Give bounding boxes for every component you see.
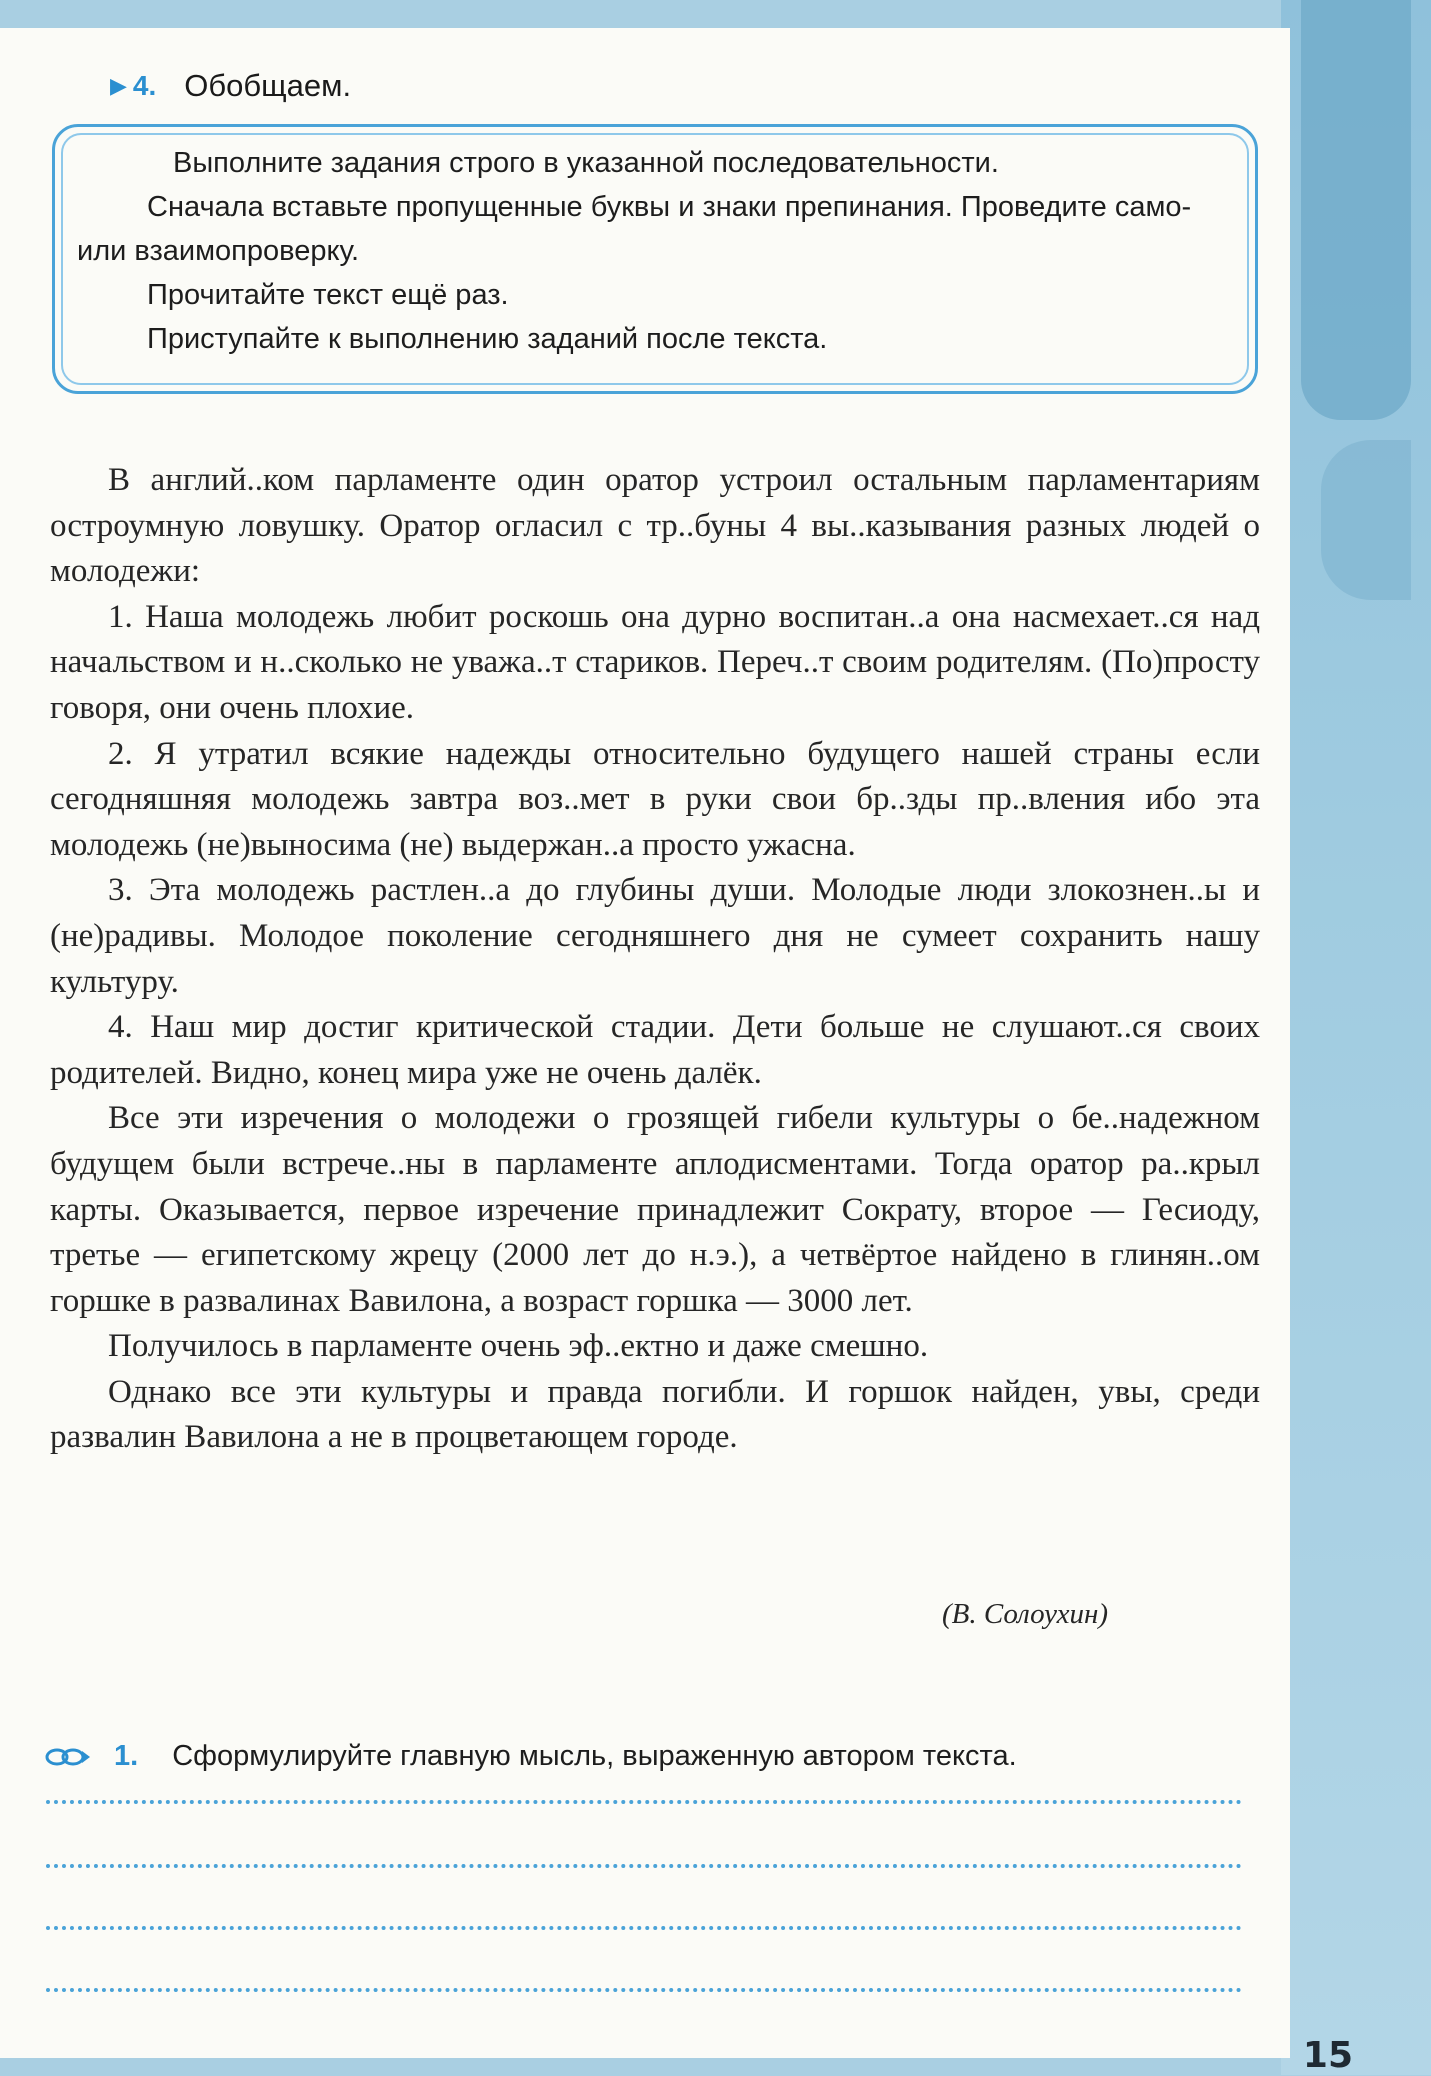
instruction-line: Сначала вставьте пропущенные буквы и знаки препинания. Проведите само- или взаимопроверку. <box>77 191 1192 267</box>
play-arrow-icon: ▶ <box>110 73 127 98</box>
instruction-line: Выполните задания строго в указанной последовательности. <box>173 147 999 179</box>
task-title: Обобщаем. <box>184 68 352 103</box>
text-paragraph: 3. Эта молодежь растлен..а до глубины души. Молодые люди злокознен..ы и (не)радивы. Молодое поколение сегодняшнего дня не сумеет сохранить нашу культуру. <box>50 872 1260 1000</box>
answer-line[interactable] <box>46 1926 1242 1930</box>
question-number: 1. <box>114 1740 139 1772</box>
text-paragraph: 4. Наш мир достиг критической стадии. Дети больше не слушают..ся своих родителей. Видно, конец мира уже не очень далёк. <box>50 1009 1260 1091</box>
text-paragraph: Получилось в парламенте очень эф..ектно и даже смешно. <box>108 1328 929 1365</box>
author-attribution: (В. Солоухин) <box>941 1598 1108 1630</box>
task-number: 4. <box>132 70 157 101</box>
exercise-text <box>50 458 1260 1461</box>
answer-line[interactable] <box>46 1864 1242 1868</box>
answer-line[interactable] <box>46 1800 1242 1804</box>
text-paragraph: 2. Я утратил всякие надежды относительно будущего нашей страны если сегодняшняя молодежь завтра воз..мет в руки свои бр..зды пр..вления ибо эта молодежь (не)выносима (не) выдержан..а просто ужасна. <box>50 735 1260 863</box>
text-paragraph: В англий..ком парламенте один оратор устроил остальным парламентариям остроумную ловушку. Оратор огласил с тр..буны 4 вы..казывания разных людей о молодежи: <box>50 462 1260 590</box>
instructions-box <box>52 124 1258 394</box>
decorative-side-strip <box>1281 0 1431 2075</box>
answer-line[interactable] <box>46 1988 1242 1992</box>
chain-link-icon <box>44 1746 92 1768</box>
text-paragraph: Все эти изречения о молодежи о грозящей гибели культуры о бе..надежном будущем были встрече..ны в парламенте аплодисментами. Тогда оратор ра..крыл карты. Оказывается, первое изречение принадлежит Сократу, второе — Гесиоду, третье — египетскому жрецу (2000 лет до н.э.), а четвёртое найдено в глинян..ом горшке в развалинах Вавилона, а возраст горшка — 3000 лет. <box>50 1100 1260 1319</box>
page-number: 15 <box>1302 2035 1353 2076</box>
instruction-line: Прочитайте текст ещё раз. <box>147 279 509 311</box>
textbook-page <box>0 28 1290 2058</box>
decorative-shape <box>1301 0 1411 420</box>
text-paragraph: 1. Наша молодежь любит роскошь она дурно воспитан..а она насмехает..ся над начальством и н..сколько не уважа..т стариков. Переч..т своим родителям. (По)просту говоря, они очень плохие. <box>50 598 1260 726</box>
decorative-shape <box>1321 440 1411 600</box>
text-paragraph: Однако все эти культуры и правда погибли. И горшок найден, увы, среди развалин Вавилона а не в процветающем городе. <box>50 1373 1260 1456</box>
question-text: Сформулируйте главную мысль, выраженную автором текста. <box>172 1740 1017 1772</box>
instruction-line: Приступайте к выполнению заданий после текста. <box>147 323 828 355</box>
task-header <box>110 68 351 104</box>
question-row <box>44 1740 1017 1773</box>
